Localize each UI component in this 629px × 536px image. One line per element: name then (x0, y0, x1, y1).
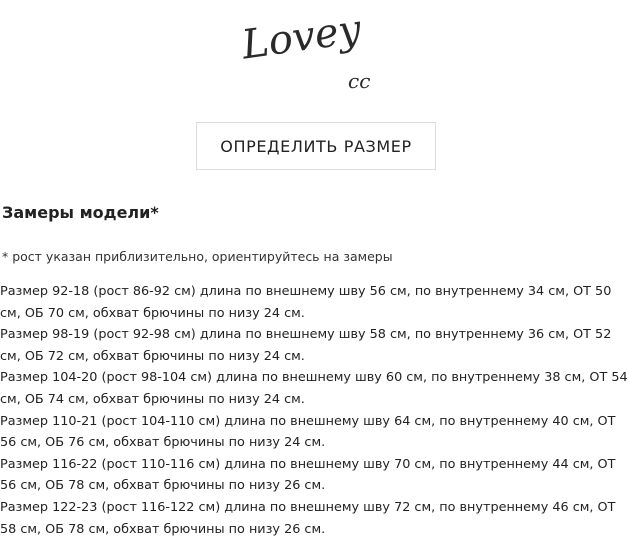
size-list (0, 281, 629, 536)
size-item: Размер 98-19 (рост 92-98 см) длина по внешнему шву 58 см, по внутреннему 36 см, ОТ 52 см, ОБ 72 см, обхват брючины по низу 24 см. (0, 327, 612, 364)
brand-logo-image (230, 0, 390, 100)
size-item: Размер 122-23 (рост 116-122 см) длина по внешнему шву 72 см, по внутреннему 46 см, ОТ 58 см, ОБ 78 см, обхват брючины по низу 26 см. (0, 499, 616, 536)
size-item: Размер 116-22 (рост 110-116 см) длина по внешнему шву 70 см, по внутреннему 44 см, ОТ 56 см, ОБ 78 см, обхват брючины по низу 26 см. (0, 456, 616, 494)
size-item: Размер 104-20 (рост 98-104 см) длина по внешнему шву 60 см, по внутреннему 38 см, ОТ 54 см, ОБ 74 см, обхват брючины по низу 24 см. (0, 370, 628, 407)
size-item: Размер 110-21 (рост 104-110 см) длина по внешнему шву 64 см, по внутреннему 40 см, ОТ 56 см, ОБ 76 см, обхват брючины по низу 24 см. (0, 413, 616, 451)
measurements-title: Замеры модели* (2, 203, 159, 222)
measurements-note: * рост указан приблизительно, ориентируйтесь на замеры (2, 249, 393, 264)
brand-logo-sub-text: cc (348, 69, 371, 93)
determine-size-button[interactable]: ОПРЕДЕЛИТЬ РАЗМЕР (196, 122, 436, 170)
brand-logo-main-text: Lovey (239, 6, 364, 69)
size-item: Размер 92-18 (рост 86-92 см) длина по внешнему шву 56 см, по внутреннему 34 см, ОТ 50 см, ОБ 70 см, обхват брючины по низу 24 см. (0, 284, 612, 321)
brand-logo[interactable] (230, 0, 390, 100)
